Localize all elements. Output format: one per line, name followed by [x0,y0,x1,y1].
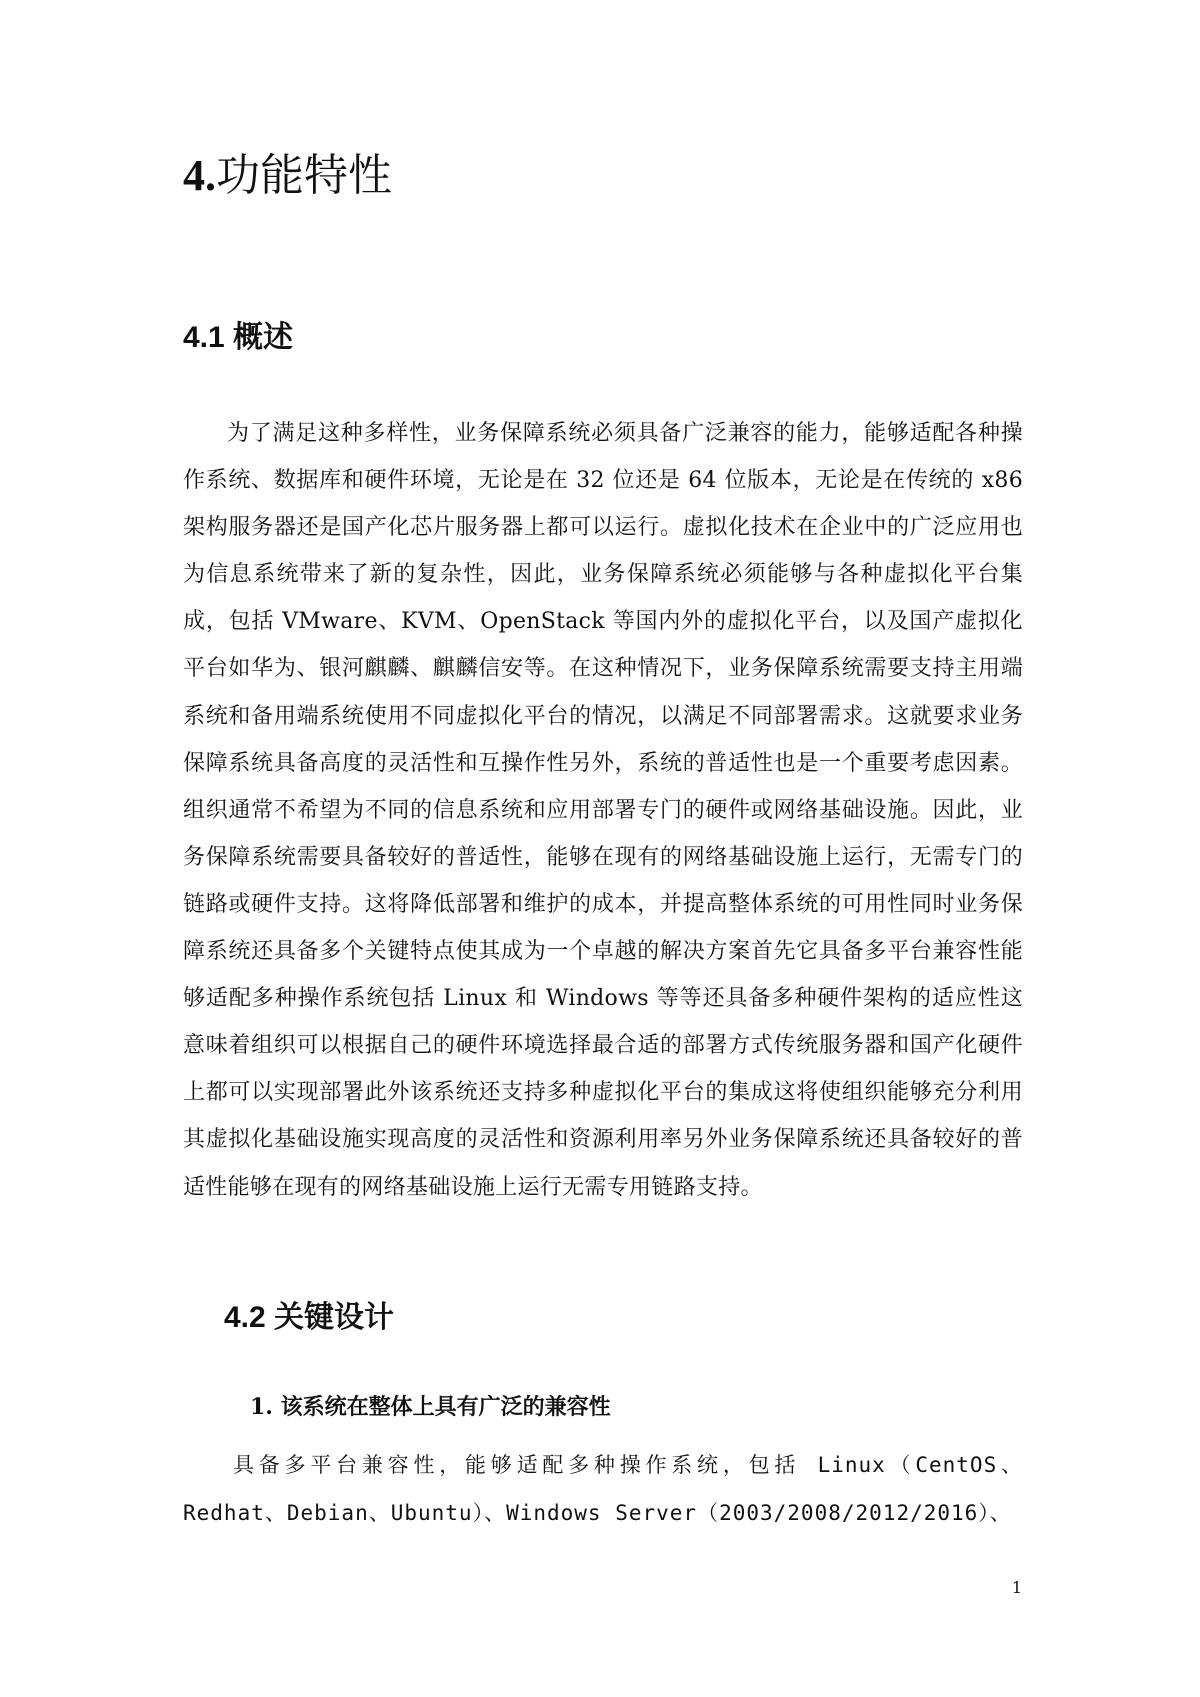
page-number: 1 [1011,1578,1022,1597]
section-heading-overview: 4.1 概述 [183,321,294,354]
chapter-title [183,148,392,204]
overview-paragraph: 为了满足这种多样性，业务保障系统必须具备广泛兼容的能力，能够适配各种操作系统、数据库和硬件环境，无论是在 32 位还是 64 位版本，无论是在传统的 x86 架构服务器还是国产化芯片服务器上都可以运行。虚拟化技术在企业中的广泛应用也为信息系统带来了新的复杂性，因此，业务保障系统必须能够与各种虚拟化平台集成，包括 VMware、KVM、OpenStack 等国内外的虚拟化平台，以及国产虚拟化平台如华为、银河麒麟、麒麟信安等。在这种情况下，业务保障系统需要支持主用端系统和备用端系统使用不同虚拟化平台的情况，以满足不同部署需求。这就要求业务保障系统具备高度的灵活性和互操作性另外，系统的普适性也是一个重要考虑因素。组织通常不希望为不同的信息系统和应用部署专门的硬件或网络基础设施。因此，业务保障系统需要具备较好的普适性，能够在现有的网络基础设施上运行，无需专门的链路或硬件支持。这将降低部署和维护的成本，并提高整体系统的可用性同时业务保障系统还具备多个关键特点使其成为一个卓越的解决方案首先它具备多平台兼容性能够适配多种操作系统包括 Linux 和 Windows 等等还具备多种硬件架构的适应性这意味着组织可以根据自己的硬件环境选择最合适的部署方式传统服务器和国产化硬件上都可以实现部署此外该系统还支持多种虚拟化平台的集成这将使组织能够充分利用其虚拟化基础设施实现高度的灵活性和资源利用率另外业务保障系统还具备较好的普适性能够在现有的网络基础设施上运行无需专用链路支持。 [183,421,1023,1200]
list-item-heading: 1. 该系统在整体上具有广泛的兼容性 [250,1394,611,1420]
chapter-title-text: 功能特性 [216,150,392,201]
chapter-number: 4. [183,151,216,200]
section-heading-key-design: 4.2 关键设计 [224,1301,395,1334]
list-item-text: 具备多平台兼容性，能够适配多种操作系统，包括 Linux（CentOS、Redhat、Debian、Ubuntu）、Windows Server（2003/2008/2012/2016）、 [183,1453,1023,1525]
